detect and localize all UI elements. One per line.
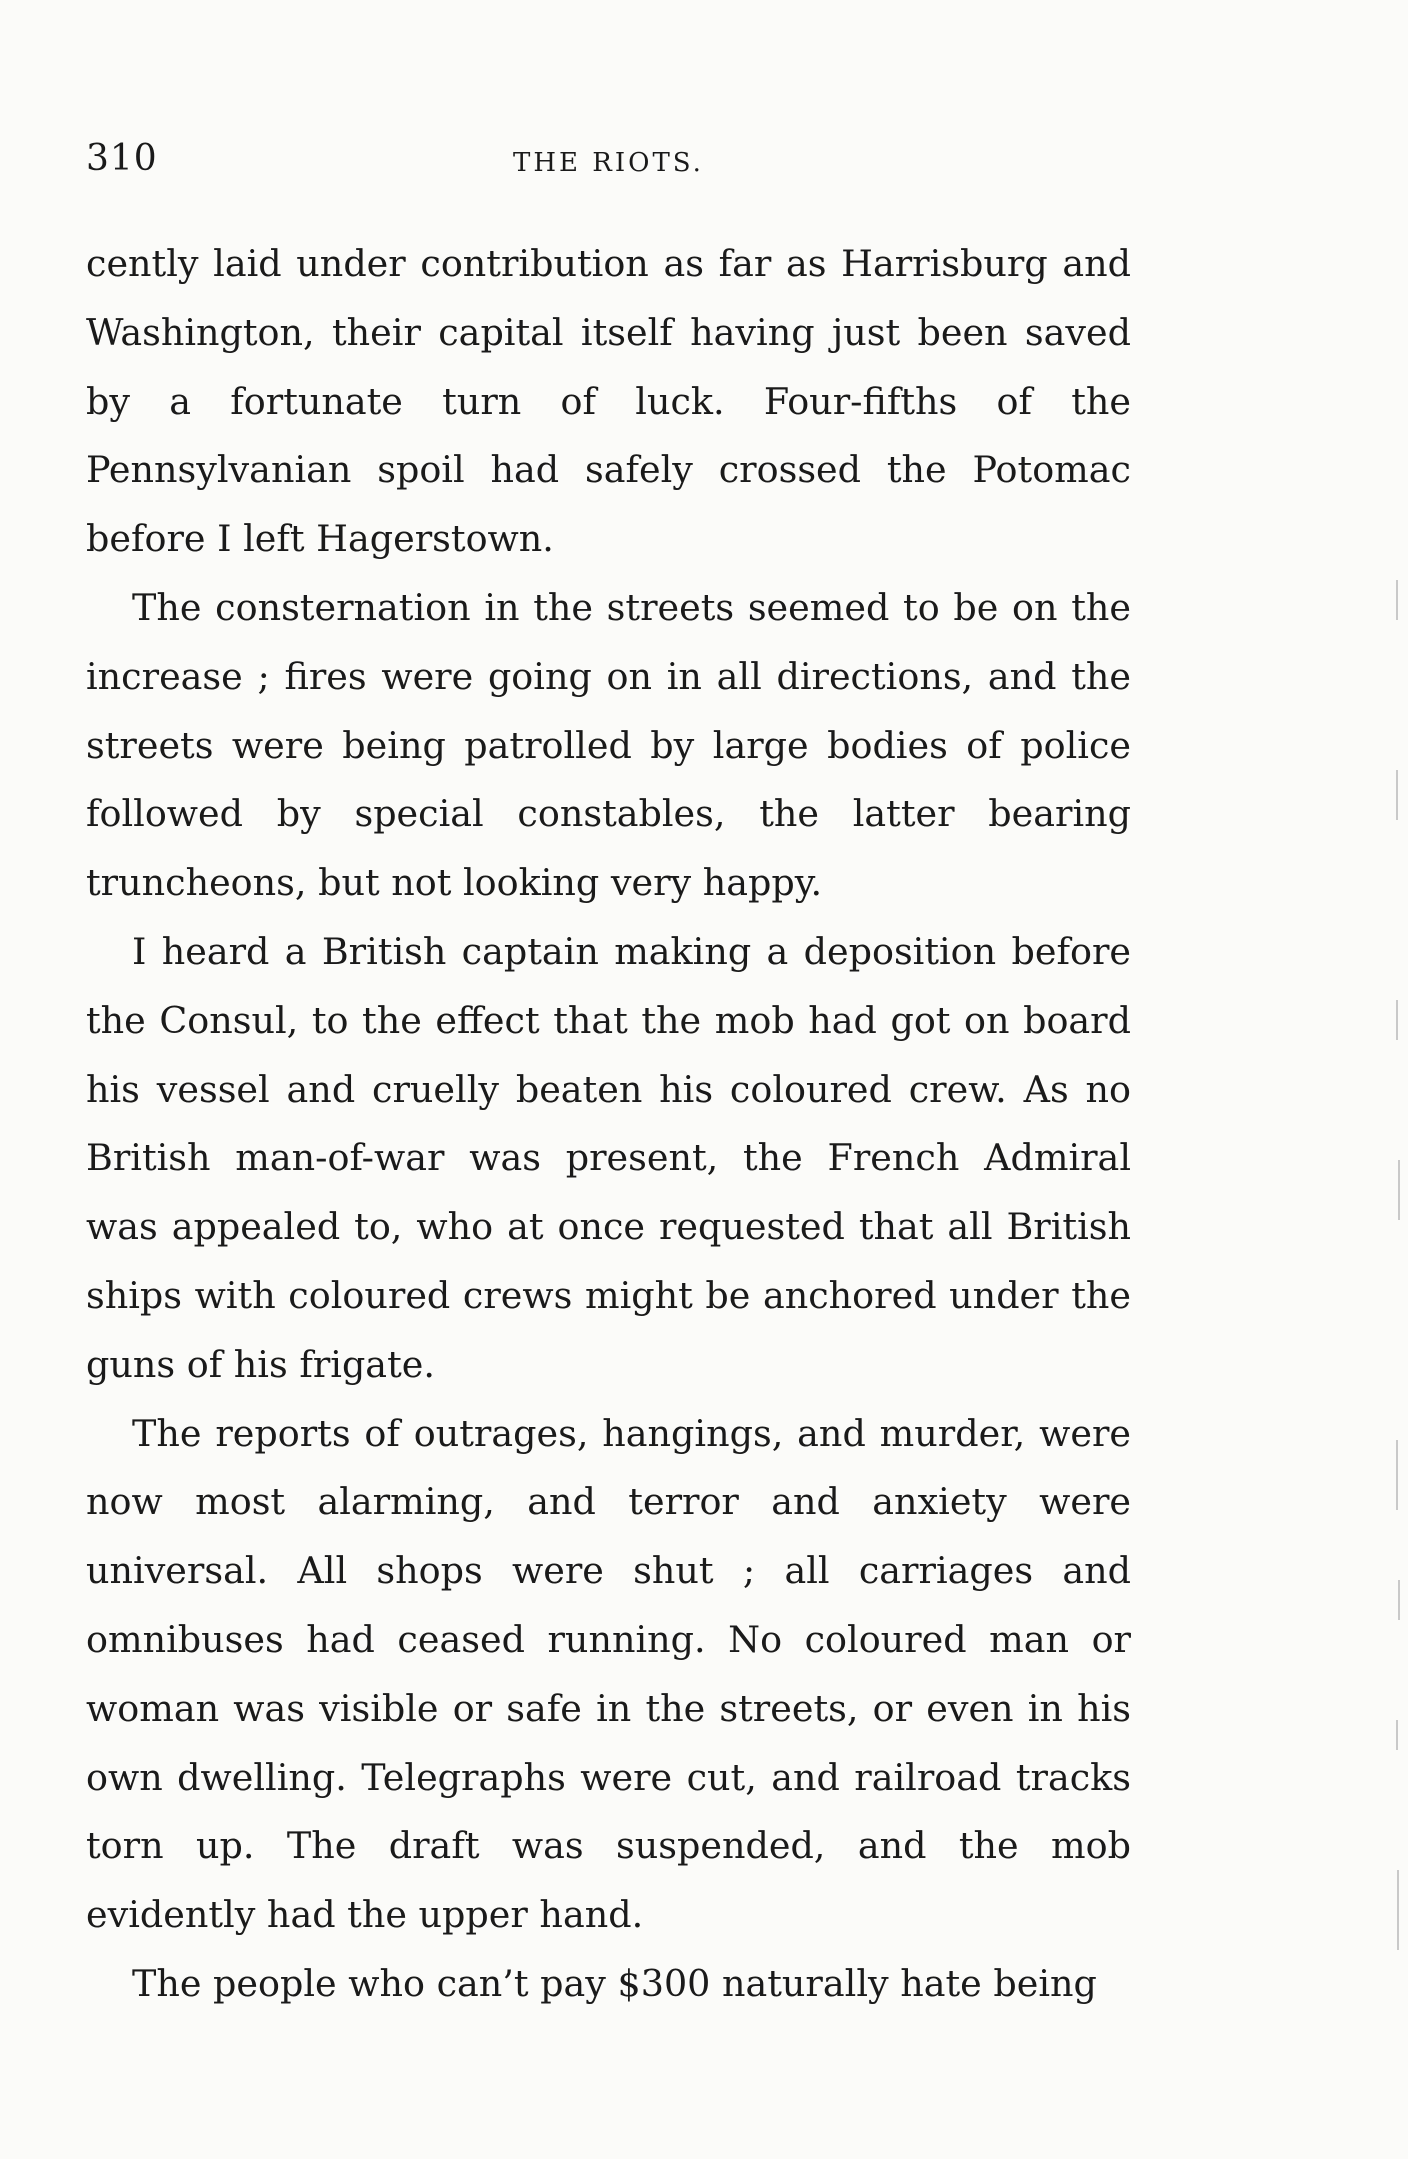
paragraph-consternation: The consternation in the streets seemed to be on the increase ; fires were going on in all directions, and the streets were being patrolled by large bodies of police followed by special constables, the latter bearing truncheons, but not looking very happy. — [86, 585, 1131, 905]
page-header — [86, 138, 1131, 188]
paragraph-reports-of-outrages: The reports of outrages, hangings, and murder, were now most alarming, and terror and anxiety were universal. All shops were shut ; all carriages and omnibuses had ceased running. No coloured man or woman was visible or safe in the streets, or even in his own dwelling. Telegraphs were cut, and railroad tracks torn up. The draft was suspended, and the mob evidently had the upper hand. — [86, 1411, 1131, 1937]
body-text — [86, 230, 1131, 2019]
scan-mark — [1396, 1720, 1398, 1750]
paragraph-british-captain: I heard a British captain making a deposition before the Consul, to the effect that the mob had got on board his vessel and cruelly beaten his coloured crew. As no British man-of-war was present, the French Admiral was appealed to, who at once requested that all British ships with coloured crews might be anchored under the guns of his frigate. — [86, 929, 1131, 1386]
paragraph-continuation: cently laid under contribution as far as Harrisburg and Washington, their capital itself having just been saved by a fortunate turn of luck. Four-fifths of the Pennsylvanian spoil had safely crossed the Potomac before I left Hagerstown. — [86, 242, 1131, 561]
scan-mark — [1398, 1580, 1400, 1620]
scan-mark — [1396, 580, 1398, 620]
scan-mark — [1396, 1000, 1398, 1040]
paragraph-people-who-cant-pay: The people who can’t pay $300 naturally hate being — [132, 1961, 1097, 2005]
scan-mark — [1397, 1870, 1399, 1950]
scan-mark — [1398, 1160, 1400, 1220]
margin-scan-marks — [1368, 0, 1408, 2159]
scan-mark — [1396, 1440, 1398, 1510]
scan-mark — [1396, 770, 1398, 820]
page-number: 310 — [86, 138, 158, 179]
running-title: THE RIOTS. — [513, 148, 704, 178]
